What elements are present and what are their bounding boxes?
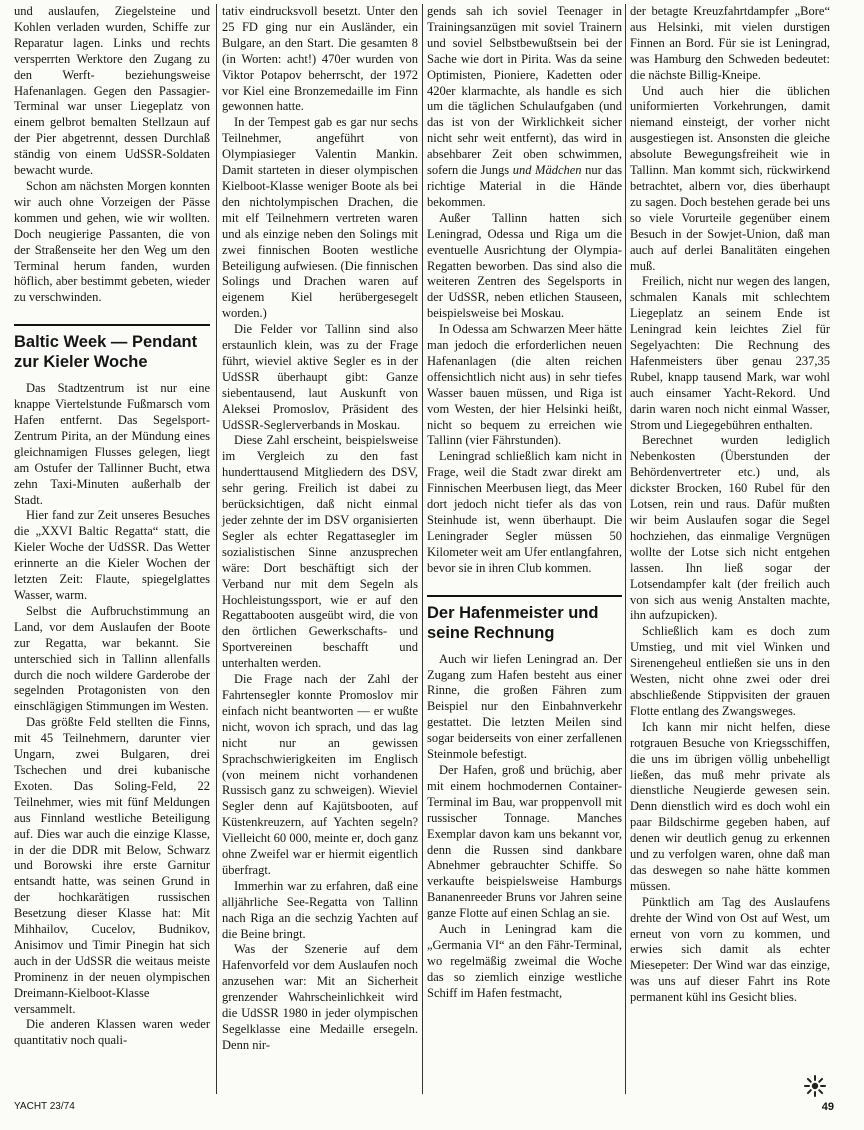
paragraph: Das größte Feld stellten die Finns, mit 45 Teilnehmern, darunter vier Ungarn, zwei Bulgaren, drei Tschechen und drei kubanische Exoten. Das Soling-Feld, 22 Teilnehmer, wies mit fünf Meldungen aus Finnland westliche Beteiligung auf. Dies war auch die einzige Klasse, in der die DDR mit Below, Schwarz und Borowski ihre erste Garnitur entsandt hatte, was seinen Grund in der hochkarätigen russischen Besetzung dieser Klasse hat: Mit Mihhailov, Cucelov, Budnikov, Anisimov und Timir Pinegin hat sich auch in der UdSSR die weitaus meiste Prominenz in der neuen olympischen Dreimann-Kielboot-Klasse versammelt. [14, 715, 210, 1016]
column-2 [222, 4, 418, 1054]
section-heading-baltic-week: Baltic Week — Pendant zur Kieler Woche [14, 324, 210, 372]
text-span: nur das richtige Material in die Hände bekommen. [427, 163, 623, 209]
paragraph: Immerhin war zu erfahren, daß eine alljährliche See-Regatta von Tallinn nach Riga an die sechzig Yachten auf die Beine bringt. [222, 878, 418, 941]
paragraph: In der Tempest gab es gar nur sechs Teilnehmer, angeführt von Olympiasieger Valentin Mankin. Damit starteten in dieser olympischen Kielboot-Klasse weniger Boote als bei den nichtolympischen Drachen, die mit elf Teilnehmern vertreten waren und als einzige neben den Solings mit zwei finnischen Booten westliche Beteiligung aufwiesen. (Die finnischen Solings und Drachen waren auf eigenem Kiel herübergesegelt worden.) [222, 115, 418, 321]
paragraph: Die Frage nach der Zahl der Fahrtensegler konnte Promoslov mir einfach nicht beantworten — er wußte nicht, wovon ich sprach, und das lag nicht nur an gewissen Sprachschwierigkeiten im Englisch (von meinem nicht vorhandenen Russisch ganz zu schweigen). Wieviel Segler denn auf Kajütsbooten, auf Küstenkreuzern, auf Yachten segeln? Vielleicht 60 000, meinte er, doch ganz ohne Zweifel war er hiermit eigentlich überfragt. [222, 672, 418, 877]
paragraph: Berechnet wurden lediglich Nebenkosten (Überstunden der Behördenvertreter etc.) und, als dickster Brocken, 160 Rubel für den Lotsen, rein und raus. Dafür mußten wir beim Auslaufen sogar die Segel hochziehen, das einmalige Vergnügen wollte der Lotse sich nicht entgehen lassen. Ihn ließ sogar der Lotsendampfer kalt (der freilich auch von sich aus wenig Anstalten machte, ihn aufzupicken). [630, 433, 830, 623]
italic-text: und [512, 163, 532, 178]
paragraph: Pünktlich am Tag des Auslaufens drehte der Wind von Ost auf West, um erneut von vorn zu kommen, und erwies sich damit als echter Miesepeter: Der Wind war das einzige, was uns auf dieser Fahrt ins Rote permanent kühl ins Gesicht blies. [630, 894, 830, 1005]
paragraph [427, 4, 622, 211]
italic-text: Mädchen [535, 163, 582, 178]
paragraph: tativ eindrucksvoll besetzt. Unter den 25 FD ging nur ein Ausländer, ein Bulgare, an den Start. Die gesamten 8 (in Worten: acht!) 470er wurden von Viktor Potapov beherrscht, der 1972 vor Kiel eine Bronzemedaille im Finn gewonnen hatte. [222, 4, 418, 114]
section-heading-hafenmeister: Der Hafenmeister und seine Rechnung [427, 595, 622, 643]
paragraph: Schon am nächsten Morgen konnten wir auch ohne Vorzeigen der Pässe kommen und gehen, wie wir wollten. Doch neugierige Passanten, die von der Straßenseite her den Weg um den Terminal herum fanden, wurden höflich, aber bestimmt gebeten, wieder zu verschwinden. [14, 178, 210, 305]
paragraph: Diese Zahl erscheint, beispielsweise im Vergleich zu den fast hunderttausend Mitgliedern des DSV, sehr gering. Freilich ist dabei zu berücksichtigen, daß nicht einmal jeder zehnte der im DSV organisierten Segler als echter Regattasegler im sozialistischen Sinne anzusprechen wäre: Dort beschäftigt sich der Verband nur mit dem Segeln als Hochleistungssport, wie er auf den Regattabooten ausgeübt wird, die von den örtlichen Gewerkschafts- und Sportvereinen beschafft und unterhalten werden. [222, 433, 418, 671]
paragraph: Selbst die Aufbruchstimmung an Land, vor dem Auslaufen der Boote zur Regatta, war bekannt. Sie unterschied sich in Tallinn allenfalls durch die noch wildere Garderobe der segelnden Protagonisten von den einschlägigen Stimmungen im Westen. [14, 603, 210, 714]
paragraph: Die anderen Klassen waren weder quantitativ noch quali- [14, 1017, 210, 1048]
paragraph: Der Hafen, groß und brüchig, aber mit einem hochmodernen Container-Terminal im Bau, war proppenvoll mit russischer Tonnage. Manches Exemplar davon kam uns bekannt vor, denn die Russen sind dankbare Abnehmer gebrauchter Schiffe. So verkaufte beispielsweise Hamburgs Bananenreeder Bruns vor Jahren seine ganze Flotte auf einen Schlag an sie. [427, 762, 622, 921]
magazine-issue: YACHT 23/74 [14, 1101, 75, 1112]
paragraph: Was der Szenerie auf dem Hafenvorfeld vor dem Auslaufen noch anzusehen war: Mit an Sicherheit grenzender Wahrscheinlichkeit wird die UdSSR 1980 in jeder olympischen Segelklasse eine Medaille ersegeln. Denn nir- [222, 942, 418, 1052]
paragraph: der betagte Kreuzfahrtdampfer „Bore“ aus Helsinki, mit vielen durstigen Finnen an Bord. Für sie ist Leningrad, was Hamburg den Schweden bedeutet: die nächste Billig-Kneipe. [630, 4, 830, 82]
paragraph: Und auch hier die üblichen uniformierten Vorkehrungen, damit niemand einsteigt, der vorher nicht ausgestiegen ist. Ansonsten die gleiche absolute Bewegungsfreiheit wie in Tallinn. Man kommt sich, rückwirkend betrachtet, albern vor, dies überhaupt zu sagen. Doch bestehen gerade bei uns so viele Vorurteile gegenüber einem Besuch in der Sowjet-Union, daß man auch auf derlei Banalitäten eingehen muß. [630, 83, 830, 273]
column-4 [630, 4, 830, 1006]
paragraph: Die Felder vor Tallinn sind also erstaunlich klein, was zu der Frage führt, wieviel aktive Segler es in der UdSSR überhaupt gibt: Ganze siebentausend, laut Auskunft von Aleksei Promoslov, Präsident des UdSSR-Seglerverbands in Moskau. [222, 322, 418, 432]
paragraph: Auch in Leningrad kam die „Germania VI“ an den Fähr-Terminal, wo regelmäßig zweimal die Woche das so ziemlich einzige westliche Schiff im Hafen festmacht, [427, 922, 622, 1000]
paragraph: und auslaufen, Ziegelsteine und Kohlen verladen wurden, Schiffe zur Reparatur lagen. Links und rechts versperrten Werktore den Zugang zu den Werft- beziehungsweise Hafenanlagen. Gegen den Passagier-Terminal war unser Liegeplatz von einem gelbrot bemalten Stellzaun auf der Pier abgetrennt, dessen Durchlaß ständig von einem UdSSR-Soldaten bewacht wurde. [14, 4, 210, 178]
column-rule-1 [216, 4, 217, 1094]
paragraph: Auch wir liefen Leningrad an. Der Zugang zum Hafen besteht aus einer Rinne, die großen Fähren zum Beispiel nur den Einbahnverkehr gestattet. Die letzten Meilen sind sogar beiderseits von einer zerfallenen Steinmole befestigt. [427, 651, 622, 762]
paragraph: Freilich, nicht nur wegen des langen, schmalen Kanals mit schlechtem Liegeplatz an seinem Ende ist Leningrad kein leichtes Ziel für Segelyachten: Die Rechnung des Hafenmeisters über genau 237,35 Rubel, knapp tausend Mark, war wohl auch einsamer Yacht-Rekord. Und darin waren noch nicht einmal Wasser, Strom und Liegegebühren enthalten. [630, 274, 830, 432]
page-number: 49 [821, 1101, 834, 1113]
paragraph: Leningrad schließlich kam nicht in Frage, weil die Stadt zwar direkt am Finnischen Meerbusen liegt, das Meer dort jedoch nicht tiefer als das von Steinhude ist, wenn überhaupt. Die Leningrader Segler müssen 50 Kilometer weit am Ufer entlangfahren, bevor sie in ihren Club kommen. [427, 449, 622, 575]
column-3 [427, 4, 622, 1002]
paragraph: Schließlich kam es doch zum Umstieg, und mit viel Winken und Sirenengeheul entließen sie uns in den Westen, nicht ohne zwei oder drei abschließende Stippvisiten der grauen Flotte entlang des Zwangsweges. [630, 624, 830, 718]
column-rule-3 [625, 4, 626, 1094]
column-rule-2 [422, 4, 423, 1094]
paragraph: Ich kann mir nicht helfen, diese rotgrauen Besuche von Kriegsschiffen, die uns im übrigen völlig unbehelligt ließen, das muß mehr private als dienstliche Neugierde gewesen sein. Denn dienstlich wird es doch wohl ein paar Bildschirme gegeben haben, auf denen wir deutlich genug zu erkennen und zu verfolgen waren, ohne daß man das deswegen so nahe hätte kommen müssen. [630, 719, 830, 893]
column-1 [14, 4, 210, 1049]
paragraph: Das Stadtzentrum ist nur eine knappe Viertelstunde Fußmarsch vom Hafen entfernt. Das Segelsport-Zentrum Pirita, an der Mündung eines gleichnamigen Flusses gelegen, liegt am Ostufer der Tallinner Bucht, etwa zehn Taxi-Minuten außerhalb der Stadt. [14, 381, 210, 507]
paragraph: Hier fand zur Zeit unseres Besuches die „XXVI Baltic Regatta“ statt, die Kieler Woche der UdSSR. Das Wetter erinnerte an die Kieler Wochen der letzten Zeit: Flaute, spiegelglattes Wasser, warm. [14, 508, 210, 602]
text-span: gends sah ich soviel Teenager in Trainingsanzügen mit soviel Trainern und soviel Selbstbewußtsein bei der Sache wie dort in Pirita. Was da seine Optimisten, Pioniere, Kadetten oder 420er klarmachte, als handle es sich um die täglichen Schulaufgaben (und das ist von der Wirklichkeit sicher nicht sehr weit entfernt), das wird in absehbarer Zeit oben schwimmen, sofern die Jungs [427, 4, 622, 178]
sun-logo-icon [803, 1074, 827, 1098]
paragraph: Außer Tallinn hatten sich Leningrad, Odessa und Riga um die eventuelle Ausrichtung der Olympia-Regatten beworben. Das sind also die weiteren Zentren des Segelsports in der UdSSR, neben etlichen Stauseen, beispielsweise bei Moskau. [427, 210, 622, 321]
paragraph: In Odessa am Schwarzen Meer hätte man jedoch die erforderlichen neuen Hafenanlagen (die alten reichen offensichtlich nicht aus) in sehr tiefes Wasser bauen müssen, und Riga ist vom Westen, der hier Helsinki heißt, nicht so bequem zu erreichen wie Tallinn (vier Fährstunden). [427, 322, 622, 448]
